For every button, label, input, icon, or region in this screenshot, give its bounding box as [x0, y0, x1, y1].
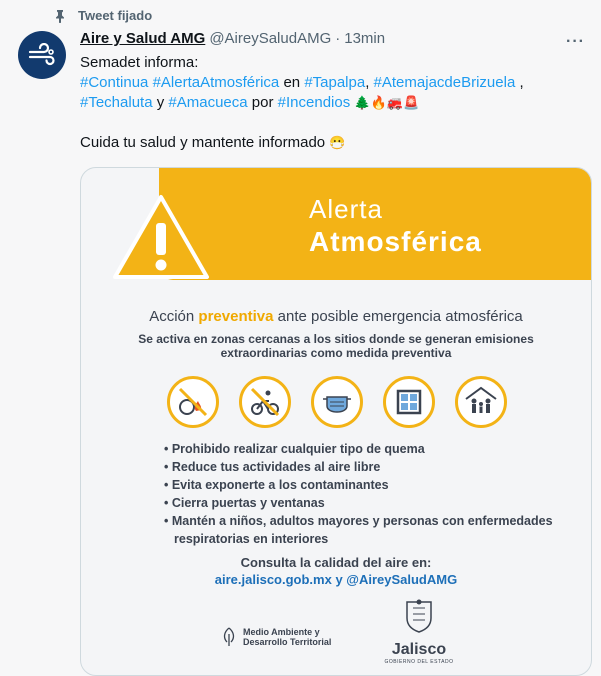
- jalisco-logo: [384, 598, 454, 665]
- mask-emoji: 😷: [329, 135, 346, 150]
- activation-note: Se activa en zonas cercanas a los sitios donde se generan emisiones extraordinarias como medida preventiva: [138, 332, 534, 360]
- jalisco-seal-icon: [399, 598, 439, 636]
- list-item: • Evita exponerte a los contaminantes: [164, 478, 389, 492]
- recommendation-list: [164, 440, 564, 548]
- word: ,: [519, 74, 524, 91]
- list-item: • Prohibido realizar cualquier tipo de quema: [164, 442, 425, 456]
- list-item: • Cierra puertas y ventanas: [164, 496, 325, 510]
- tweet-line-3: [80, 93, 590, 113]
- word: y: [156, 94, 165, 111]
- madt-logo: [219, 626, 341, 648]
- alert-title-line1: Alerta: [309, 194, 383, 224]
- tweet-line-4: [80, 133, 590, 153]
- tweet-header: [80, 30, 385, 47]
- hashtag-link[interactable]: #Techaluta: [80, 94, 153, 111]
- jalisco-wordmark: Jalisco: [391, 641, 447, 658]
- pinned-indicator: [53, 8, 152, 23]
- jalisco-subtitle: GOBIERNO DEL ESTADO: [384, 659, 454, 665]
- action-highlight: preventiva: [198, 308, 274, 325]
- separator: ·: [335, 30, 341, 47]
- tweet-line-2: [80, 73, 590, 93]
- consult-label: Consulta la calidad del aire en:: [240, 555, 432, 570]
- no-cycling-icon: [239, 376, 291, 428]
- more-options-button[interactable]: ···: [566, 33, 585, 50]
- tweet-text: [80, 53, 590, 153]
- consult-links: aire.jalisco.gob.mx y @AireySaludAMG: [214, 572, 458, 587]
- emoji-group: 🌲🔥🚒🚨: [354, 95, 420, 110]
- no-burning-icon: [167, 376, 219, 428]
- hashtag-link[interactable]: #AtemajacdeBrizuela: [373, 74, 516, 91]
- action-line: [81, 308, 591, 325]
- list-item: • Mantén a niños, adultos mayores y personas con enfermedades respiratorias en interiores: [164, 514, 553, 546]
- action-post: ante posible emergencia atmosférica: [277, 308, 523, 325]
- window-icon: [383, 376, 435, 428]
- word: ,: [365, 74, 370, 91]
- hashtag-link[interactable]: #Continua: [80, 74, 149, 91]
- pin-icon: [53, 9, 67, 23]
- recommendation-icons: [167, 376, 507, 428]
- pinned-label: Tweet fijado: [78, 8, 153, 23]
- hashtag-link[interactable]: #Tapalpa: [304, 74, 366, 91]
- author-handle[interactable]: @AireySaludAMG: [209, 30, 332, 47]
- tweet-line-1: Semadet informa:: [80, 54, 199, 71]
- word: por: [251, 94, 274, 111]
- timestamp[interactable]: 13min: [344, 30, 386, 47]
- hashtag-link[interactable]: #Amacueca: [168, 94, 248, 111]
- alert-banner: [159, 168, 591, 280]
- leaf-icon: [219, 626, 239, 648]
- action-pre: Acción: [149, 308, 195, 325]
- author-name[interactable]: Aire y Salud AMG: [80, 30, 206, 47]
- word: en: [283, 74, 301, 91]
- family-icon: [455, 376, 507, 428]
- avatar[interactable]: [18, 31, 66, 79]
- warning-icon: [111, 193, 211, 286]
- madt-text: Medio Ambiente y Desarrollo Territorial: [243, 627, 332, 647]
- hashtag-link[interactable]: #AlertaAtmosférica: [152, 74, 280, 91]
- tweet-closing-text: Cuida tu salud y mantente informado: [80, 134, 326, 151]
- hashtag-link[interactable]: #Incendios: [277, 94, 351, 111]
- mask-icon: [311, 376, 363, 428]
- tweet-image[interactable]: [80, 167, 592, 676]
- wind-icon: [27, 43, 57, 67]
- alert-title-line2: Atmosférica: [309, 226, 482, 257]
- list-item: • Reduce tus actividades al aire libre: [164, 460, 381, 474]
